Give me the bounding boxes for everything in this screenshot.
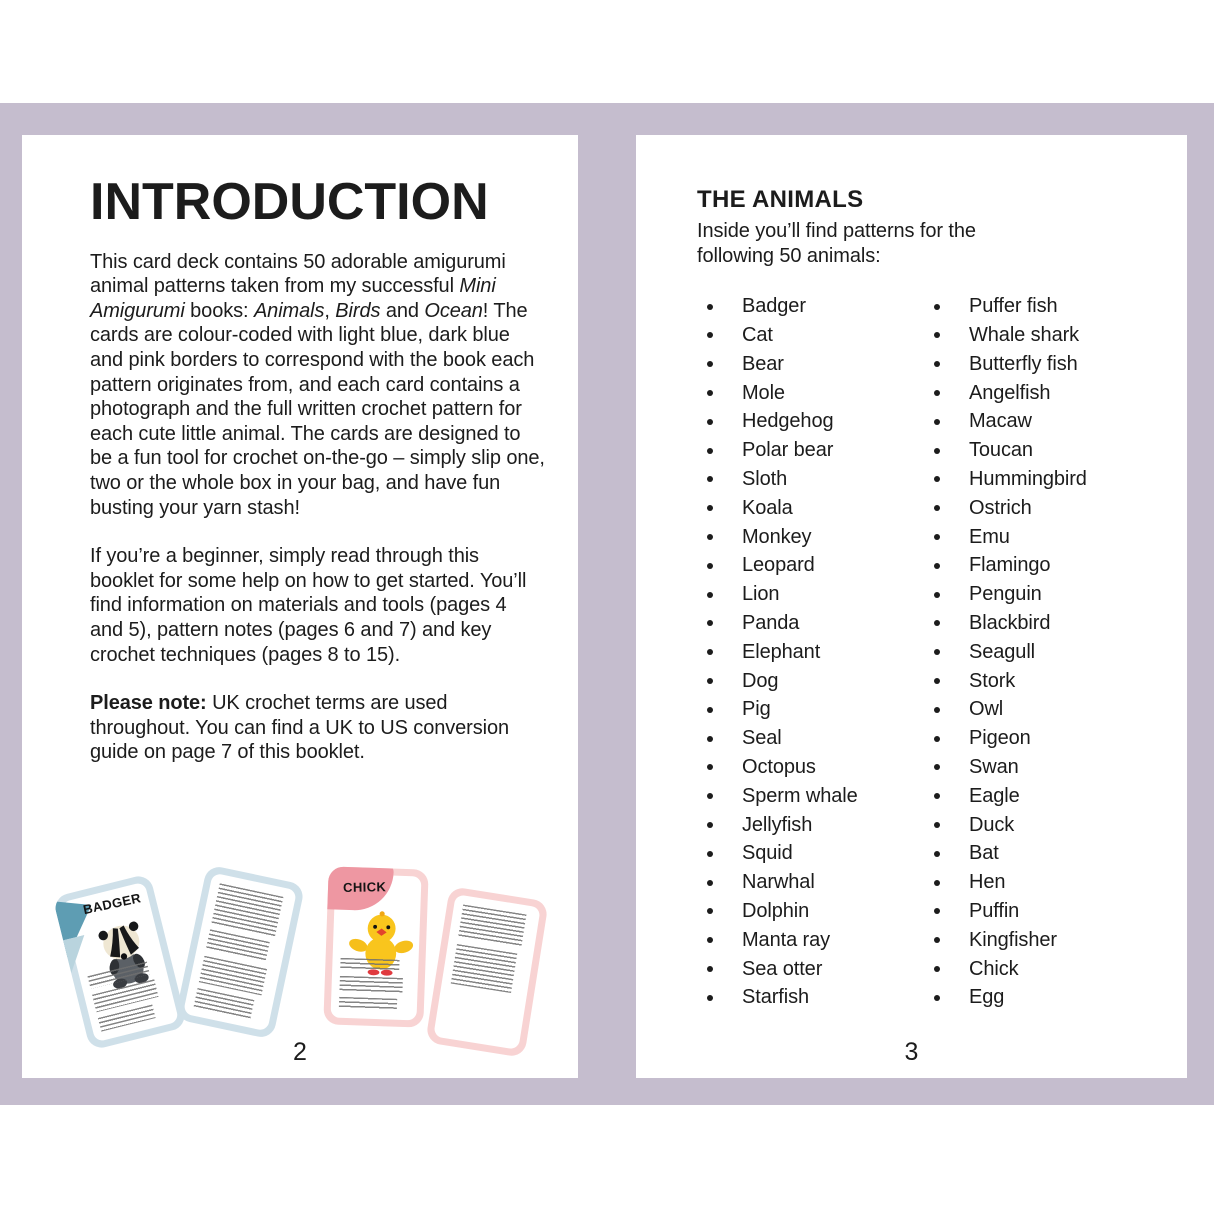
animal-name: Ostrich bbox=[969, 496, 1032, 519]
bullet-icon bbox=[934, 649, 940, 655]
animal-name: Badger bbox=[742, 295, 806, 318]
animal-list-item bbox=[934, 523, 1087, 552]
animal-name: Mole bbox=[742, 381, 785, 404]
animal-name: Bear bbox=[742, 352, 784, 375]
bullet-icon bbox=[707, 995, 713, 1001]
card-face bbox=[183, 873, 297, 1032]
card-badger-back bbox=[175, 864, 306, 1039]
animal-list-item bbox=[934, 811, 1087, 840]
animal-list-item bbox=[934, 695, 1087, 724]
animal-name: Seal bbox=[742, 727, 782, 750]
bullet-icon bbox=[934, 707, 940, 713]
intro-paragraph-2: If you’re a beginner, simply read through this booklet for some help on how to get started. You’ll find information on materials and tools (pages 4 and 5), pattern notes (pages 6 and 7) and key crochet techniques (pages 8 to 15). bbox=[90, 545, 527, 666]
animal-list-item bbox=[934, 955, 1087, 984]
bullet-icon bbox=[934, 937, 940, 943]
animal-name: Hedgehog bbox=[742, 410, 834, 433]
animal-list-item bbox=[934, 292, 1087, 321]
page-title: INTRODUCTION bbox=[90, 173, 489, 231]
animal-list-item bbox=[934, 724, 1087, 753]
animal-list-item bbox=[934, 465, 1087, 494]
animal-list-item bbox=[934, 983, 1087, 1012]
animal-list-item bbox=[707, 407, 934, 436]
animal-name: Macaw bbox=[969, 410, 1032, 433]
animal-list-item bbox=[707, 321, 934, 350]
animal-list-item bbox=[707, 695, 934, 724]
note-paragraph: Please note: UK crochet terms are used throughout. You can find a UK to US conversion guide on page 7 of this booklet. bbox=[90, 692, 510, 764]
bullet-icon bbox=[934, 908, 940, 914]
bullet-icon bbox=[934, 880, 940, 886]
animal-list-item bbox=[934, 379, 1087, 408]
animal-name: Octopus bbox=[742, 755, 816, 778]
animal-name: Koala bbox=[742, 496, 793, 519]
animal-name: Puffer fish bbox=[969, 295, 1058, 318]
bullet-icon bbox=[934, 304, 940, 310]
bullet-icon bbox=[934, 995, 940, 1001]
bullet-icon bbox=[707, 419, 713, 425]
animal-list-item bbox=[934, 782, 1087, 811]
bullet-icon bbox=[934, 390, 940, 396]
bullet-icon bbox=[707, 908, 713, 914]
animals-intro-line-1: Inside you’ll find patterns for the bbox=[697, 220, 976, 242]
bullet-icon bbox=[707, 563, 713, 569]
animal-name: Manta ray bbox=[742, 928, 831, 951]
animals-intro-line-2: following 50 animals: bbox=[697, 244, 881, 267]
animal-list-item bbox=[707, 609, 934, 638]
card-chick-front bbox=[323, 866, 428, 1027]
animal-name: Swan bbox=[969, 755, 1019, 778]
animal-name: Pigeon bbox=[969, 727, 1031, 750]
animal-list-item bbox=[707, 868, 934, 897]
animal-name: Owl bbox=[969, 698, 1004, 721]
bullet-icon bbox=[934, 419, 940, 425]
animal-list-item bbox=[707, 926, 934, 955]
animal-name: Blackbird bbox=[969, 611, 1051, 634]
animal-name: Lion bbox=[742, 583, 780, 606]
bullet-icon bbox=[934, 592, 940, 598]
bullet-icon bbox=[707, 476, 713, 482]
animal-name: Eagle bbox=[969, 784, 1020, 807]
animal-list-item bbox=[934, 494, 1087, 523]
animal-name: Jellyfish bbox=[742, 813, 813, 836]
animal-name: Narwhal bbox=[742, 871, 815, 894]
animal-name: Emu bbox=[969, 525, 1010, 548]
animals-content bbox=[636, 187, 1187, 1012]
chick-card-label: CHICK bbox=[342, 879, 387, 895]
bullet-icon bbox=[934, 851, 940, 857]
animal-list-item bbox=[707, 523, 934, 552]
animal-name: Pig bbox=[742, 698, 771, 721]
bullet-icon bbox=[707, 736, 713, 742]
animal-list-item bbox=[707, 983, 934, 1012]
animal-name: Hen bbox=[969, 871, 1006, 894]
animal-name: Toucan bbox=[969, 439, 1033, 462]
pattern-microtext bbox=[339, 958, 407, 1011]
animal-name: Chick bbox=[969, 957, 1019, 980]
bullet-icon bbox=[707, 534, 713, 540]
bullet-icon bbox=[707, 880, 713, 886]
bullet-icon bbox=[707, 707, 713, 713]
animal-list-item bbox=[934, 868, 1087, 897]
animal-name: Starfish bbox=[742, 986, 810, 1009]
bullet-icon bbox=[707, 361, 713, 367]
bullet-icon bbox=[934, 534, 940, 540]
intro-content bbox=[22, 175, 578, 765]
bullet-icon bbox=[934, 736, 940, 742]
animal-name: Sloth bbox=[742, 467, 788, 490]
pattern-microtext bbox=[194, 883, 287, 1020]
animal-name: Dolphin bbox=[742, 899, 810, 922]
bullet-icon bbox=[707, 678, 713, 684]
bullet-icon bbox=[934, 448, 940, 454]
page-introduction bbox=[22, 135, 578, 1078]
animal-list-item bbox=[707, 839, 934, 868]
animal-name: Sperm whale bbox=[742, 784, 858, 807]
animal-list-item bbox=[934, 609, 1087, 638]
animal-list-item bbox=[934, 436, 1087, 465]
pattern-microtext bbox=[444, 904, 531, 1039]
bullet-icon bbox=[934, 476, 940, 482]
bullet-icon bbox=[707, 592, 713, 598]
animal-list-item bbox=[707, 955, 934, 984]
animal-list-item bbox=[934, 580, 1087, 609]
animal-list-item bbox=[707, 379, 934, 408]
page-animals bbox=[636, 135, 1187, 1078]
animals-heading: THE ANIMALS bbox=[697, 186, 864, 213]
animal-list-item bbox=[707, 292, 934, 321]
bullet-icon bbox=[707, 793, 713, 799]
animal-list-item bbox=[707, 551, 934, 580]
card-face bbox=[433, 894, 540, 1050]
animal-list-item bbox=[934, 407, 1087, 436]
animal-name: Dog bbox=[742, 669, 779, 692]
animal-list-column-1 bbox=[707, 292, 934, 1012]
bullet-icon bbox=[934, 332, 940, 338]
animal-list-item bbox=[934, 926, 1087, 955]
animal-name: Whale shark bbox=[969, 323, 1080, 346]
animal-list-item bbox=[707, 350, 934, 379]
animal-name: Hummingbird bbox=[969, 467, 1087, 490]
animal-name: Elephant bbox=[742, 640, 821, 663]
bullet-icon bbox=[934, 505, 940, 511]
animal-name: Leopard bbox=[742, 554, 815, 577]
animal-list-item bbox=[707, 638, 934, 667]
bullet-icon bbox=[707, 448, 713, 454]
bullet-icon bbox=[707, 304, 713, 310]
animal-list-item bbox=[934, 667, 1087, 696]
animal-name: Flamingo bbox=[969, 554, 1051, 577]
animal-list-item bbox=[934, 350, 1087, 379]
animal-list-item bbox=[934, 839, 1087, 868]
page-number-right: 3 bbox=[904, 1038, 919, 1066]
animal-list-item bbox=[934, 897, 1087, 926]
animal-name: Angelfish bbox=[969, 381, 1051, 404]
bullet-icon bbox=[934, 793, 940, 799]
bullet-icon bbox=[707, 937, 713, 943]
animal-list-item bbox=[707, 465, 934, 494]
animal-name: Cat bbox=[742, 323, 773, 346]
bullet-icon bbox=[934, 563, 940, 569]
animal-name: Stork bbox=[969, 669, 1016, 692]
animal-list-item bbox=[934, 638, 1087, 667]
bullet-icon bbox=[707, 851, 713, 857]
animal-list-item bbox=[707, 494, 934, 523]
bullet-icon bbox=[707, 390, 713, 396]
animal-name: Panda bbox=[742, 611, 800, 634]
animal-name: Seagull bbox=[969, 640, 1036, 663]
intro-paragraph-1: This card deck contains 50 adorable amigurumi animal patterns taken from my successful Mini Amigurumi books: Animals, Birds and Ocean! The cards are colour-coded with light blue, dark blue and pink borders to correspond with the book each pattern originates from, and each card contains a photograph and the full written crochet pattern for each cute little animal. The cards are designed to be a fun tool for crochet on-the-go – simply slip one, two or the whole box in your bag, and have fun busting your yarn stash! bbox=[90, 250, 545, 519]
bullet-icon bbox=[707, 332, 713, 338]
animal-name: Kingfisher bbox=[969, 928, 1057, 951]
animal-name: Butterfly fish bbox=[969, 352, 1078, 375]
animal-list-item bbox=[707, 753, 934, 782]
animal-name: Duck bbox=[969, 813, 1015, 836]
bullet-icon bbox=[934, 620, 940, 626]
bullet-icon bbox=[934, 361, 940, 367]
bullet-icon bbox=[934, 678, 940, 684]
bullet-icon bbox=[707, 966, 713, 972]
animal-name: Squid bbox=[742, 842, 793, 865]
animal-list-item bbox=[934, 753, 1087, 782]
bullet-icon bbox=[934, 966, 940, 972]
animal-name: Puffin bbox=[969, 899, 1020, 922]
animal-name: Bat bbox=[969, 842, 999, 865]
animal-name: Egg bbox=[969, 986, 1005, 1009]
animal-list-item bbox=[707, 897, 934, 926]
animal-columns bbox=[697, 292, 1159, 1012]
badger-card-label: BADGER bbox=[81, 890, 143, 918]
bullet-icon bbox=[707, 649, 713, 655]
page-number-left: 2 bbox=[293, 1038, 307, 1066]
animal-list-item bbox=[707, 811, 934, 840]
animal-name: Sea otter bbox=[742, 957, 823, 980]
card-chick-back bbox=[425, 886, 548, 1058]
bullet-icon bbox=[707, 620, 713, 626]
animal-list-item bbox=[707, 782, 934, 811]
bullet-icon bbox=[934, 764, 940, 770]
bullet-icon bbox=[934, 822, 940, 828]
animal-name: Polar bear bbox=[742, 439, 834, 462]
animal-list-column-2 bbox=[934, 292, 1087, 1012]
bullet-icon bbox=[707, 764, 713, 770]
animal-list-item bbox=[707, 580, 934, 609]
animal-name: Penguin bbox=[969, 583, 1042, 606]
animal-list-item bbox=[707, 724, 934, 753]
animal-list-item bbox=[934, 321, 1087, 350]
bullet-icon bbox=[707, 505, 713, 511]
animal-name: Monkey bbox=[742, 525, 812, 548]
animal-list-item bbox=[707, 667, 934, 696]
bullet-icon bbox=[707, 822, 713, 828]
animal-list-item bbox=[707, 436, 934, 465]
animal-list-item bbox=[934, 551, 1087, 580]
card-badger-front bbox=[52, 873, 187, 1050]
